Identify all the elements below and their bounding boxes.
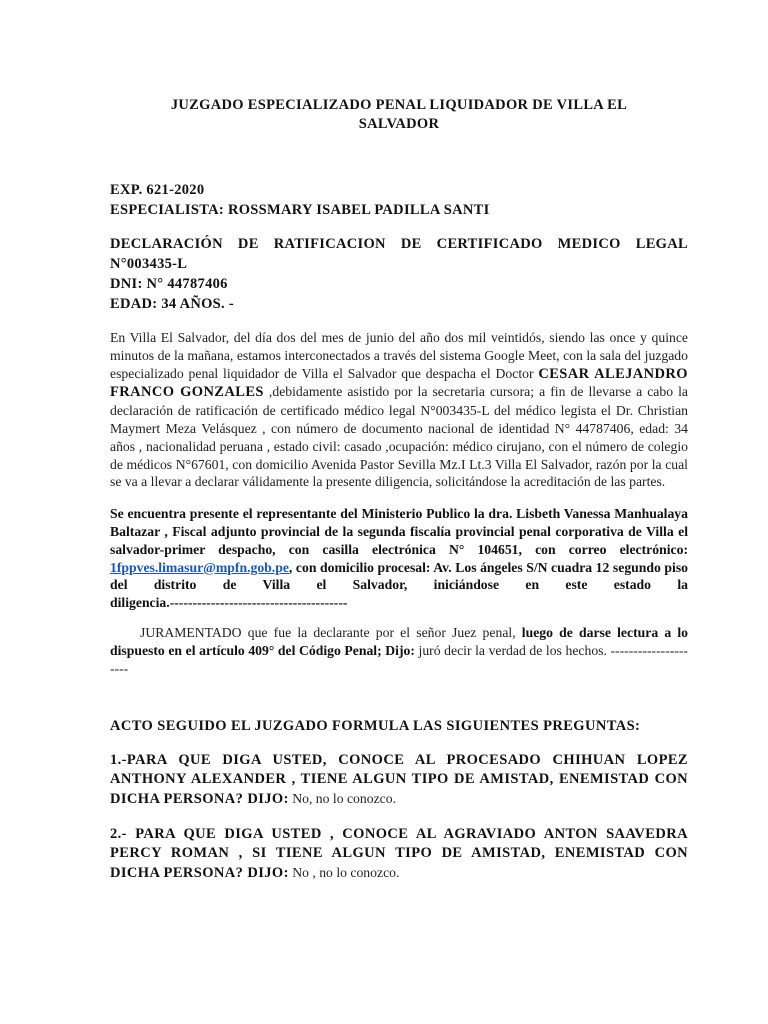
oath-paragraph xyxy=(110,624,688,678)
question-item xyxy=(110,751,688,809)
judge-name: CESAR ALEJANDRO FRANCO GONZALES xyxy=(110,365,688,401)
question-item xyxy=(110,825,688,883)
court-title: JUZGADO ESPECIALIZADO PENAL LIQUIDADOR DE VILLA EL SALVADOR xyxy=(170,97,628,132)
declaration-title: DECLARACIÓN DE RATIFICACION DE CERTIFICADO MEDICO LEGAL xyxy=(110,236,688,252)
email-link[interactable]: 1fppves.limasur@mpfn.gob.pe xyxy=(110,559,289,575)
prosecutor-address: , con domicilio procesal: Av. Los ángeles S/N cuadra 12 segundo piso del distrito de Villa el Salvador, iniciándose en este estado la xyxy=(110,559,688,593)
question-2: 2.- PARA QUE DIGA USTED , CONOCE AL AGRAVIADO ANTON SAAVEDRA PERCY ROMAN , SI TIENE ALGUN TIPO DE AMISTAD, ENEMISTAD CON DICHA PERSONA? DIJO: xyxy=(110,825,688,881)
intro-text: En Villa El Salvador, del día dos del mes de junio del año dos mil veintidós, siendo las once y quince minutos de la mañana, estamos interconectados a través del sistema Google Meet, con la sala del juzgado especializado penal liquidador de Villa el Salvador que despacha el Doctor xyxy=(110,330,688,381)
question-text-2 xyxy=(110,825,688,883)
diligence-line: diligencia.--------------------------------------- xyxy=(110,595,348,611)
declaration-header xyxy=(110,234,688,314)
age-line: EDAD: 34 AÑOS. - xyxy=(110,296,235,312)
prosecutor-text-block xyxy=(110,505,688,594)
question-text-1 xyxy=(110,751,688,809)
intro-paragraph xyxy=(110,329,688,491)
prosecutor-text: Se encuentra presente el representante del Ministerio Publico la dra. Lisbeth Vanessa Manhualaya Baltazar , Fiscal adjunto provincial de la segunda fiscalía provincial penal corporativa de Villa el salvador-primer despacho, con casilla electrónica N° 104651, con correo electrónico: xyxy=(110,506,688,557)
prosecutor-paragraph xyxy=(110,505,688,612)
answer-1: No, no lo conozco. xyxy=(288,790,396,806)
questions-heading: ACTO SEGUIDO EL JUZGADO FORMULA LAS SIGUIENTES PREGUNTAS: xyxy=(110,717,641,734)
question-1: 1.-PARA QUE DIGA USTED, CONOCE AL PROCESADO CHIHUAN LOPEZ ANTHONY ALEXANDER , TIENE ALGUN TIPO DE AMISTAD, ENEMISTAD CON DICHA PERSONA? DIJO: xyxy=(110,751,688,807)
specialist-name: ESPECIALISTA: ROSSMARY ISABEL PADILLA SANTI xyxy=(110,202,490,218)
certificate-number: N°003435-L xyxy=(110,256,188,272)
oath-text: JURAMENTADO que fue la declarante por el señor Juez penal, xyxy=(140,624,522,640)
case-number: EXP. 621-2020 xyxy=(110,182,205,198)
dni-line: DNI: N° 44787406 xyxy=(110,276,228,292)
answer-2: No , no lo conozco. xyxy=(288,864,400,880)
intro-text-continued: ,debidamente asistido por la secretaria cursora; a fin de llevarse a cabo la declaración de ratificación de certificado médico legal N°003435-L del médico legista el Dr. Christian Maymert Meza Velásquez , con número de documento nacional de identidad N° 44787406, edad: 34 años , nacionalidad peruana , estado civil: casado ,ocupación: médico cirujano, con el número de colegio de médicos N°67601, con domicilio Avenida Pastor Sevilla Mz.I Lt.3 Villa El Salvador, razón por la cual se va a llevar a declarar válidamente la presente diligencia, solicitándose la acreditación de las partes. xyxy=(110,384,688,490)
oath-bold-text: luego de darse lectura a lo dispuesto en el artículo 409° del Código Penal; Dijo: xyxy=(110,624,688,658)
oath-text-end: juró decir la verdad de los hechos. --------------------- xyxy=(110,642,688,676)
